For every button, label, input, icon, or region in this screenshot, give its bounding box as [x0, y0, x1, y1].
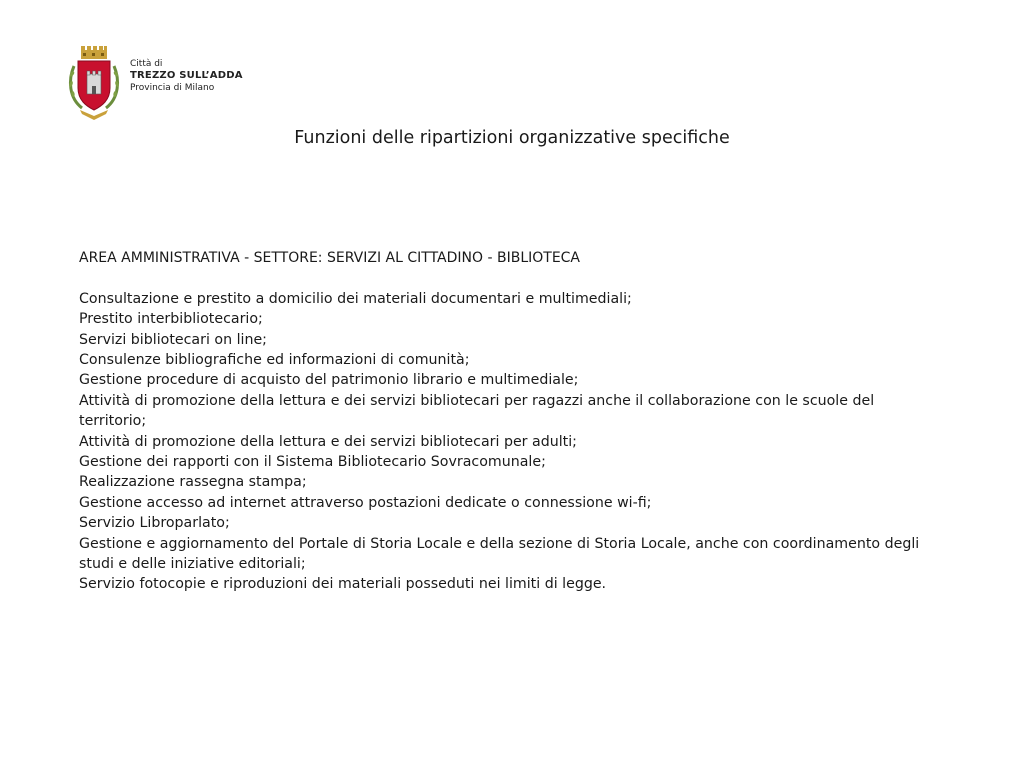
city-coat-of-arms-icon [66, 44, 122, 122]
list-item: Prestito interbibliotecario; [79, 311, 263, 328]
city-name-block [130, 58, 243, 94]
document-header [66, 44, 243, 122]
page-title: Funzioni delle ripartizioni organizzative specifiche [294, 128, 730, 148]
list-item: Gestione accesso ad internet attraverso postazioni dedicate o connessione wi-fi; [79, 494, 652, 511]
area-heading: AREA AMMINISTRATIVA - SETTORE: SERVIZI AL CITTADINO - BIBLIOTECA [79, 250, 581, 266]
city-name: TREZZO SULL’ADDA [130, 70, 243, 81]
list-item: Attività di promozione della lettura e dei servizi bibliotecari per ragazzi anche il collaborazione con le scuole del territorio; [79, 392, 875, 430]
list-item: Servizio fotocopie e riproduzioni dei materiali posseduti nei limiti di legge. [79, 576, 607, 593]
province-label: Provincia di Milano [130, 83, 215, 93]
list-item: Gestione e aggiornamento del Portale di Storia Locale e della sezione di Storia Locale, anche con coordinamento degli studi e delle iniziative editoriali; [79, 535, 920, 573]
list-item: Servizi bibliotecari on line; [79, 331, 267, 348]
list-item: Consultazione e prestito a domicilio dei materiali documentari e multimediali; [79, 290, 632, 307]
list-item: Attività di promozione della lettura e dei servizi bibliotecari per adulti; [79, 433, 577, 450]
list-item: Consulenze bibliografiche ed informazioni di comunità; [79, 352, 470, 369]
city-prefix: Città di [130, 59, 163, 69]
list-item: Gestione dei rapporti con il Sistema Bibliotecario Sovracomunale; [79, 454, 546, 471]
document-body [79, 248, 939, 595]
spacer [79, 268, 939, 288]
functions-list [79, 289, 939, 595]
list-item: Servizio Libroparlato; [79, 515, 230, 532]
list-item: Realizzazione rassegna stampa; [79, 474, 307, 491]
list-item: Gestione procedure di acquisto del patrimonio librario e multimediale; [79, 372, 579, 389]
